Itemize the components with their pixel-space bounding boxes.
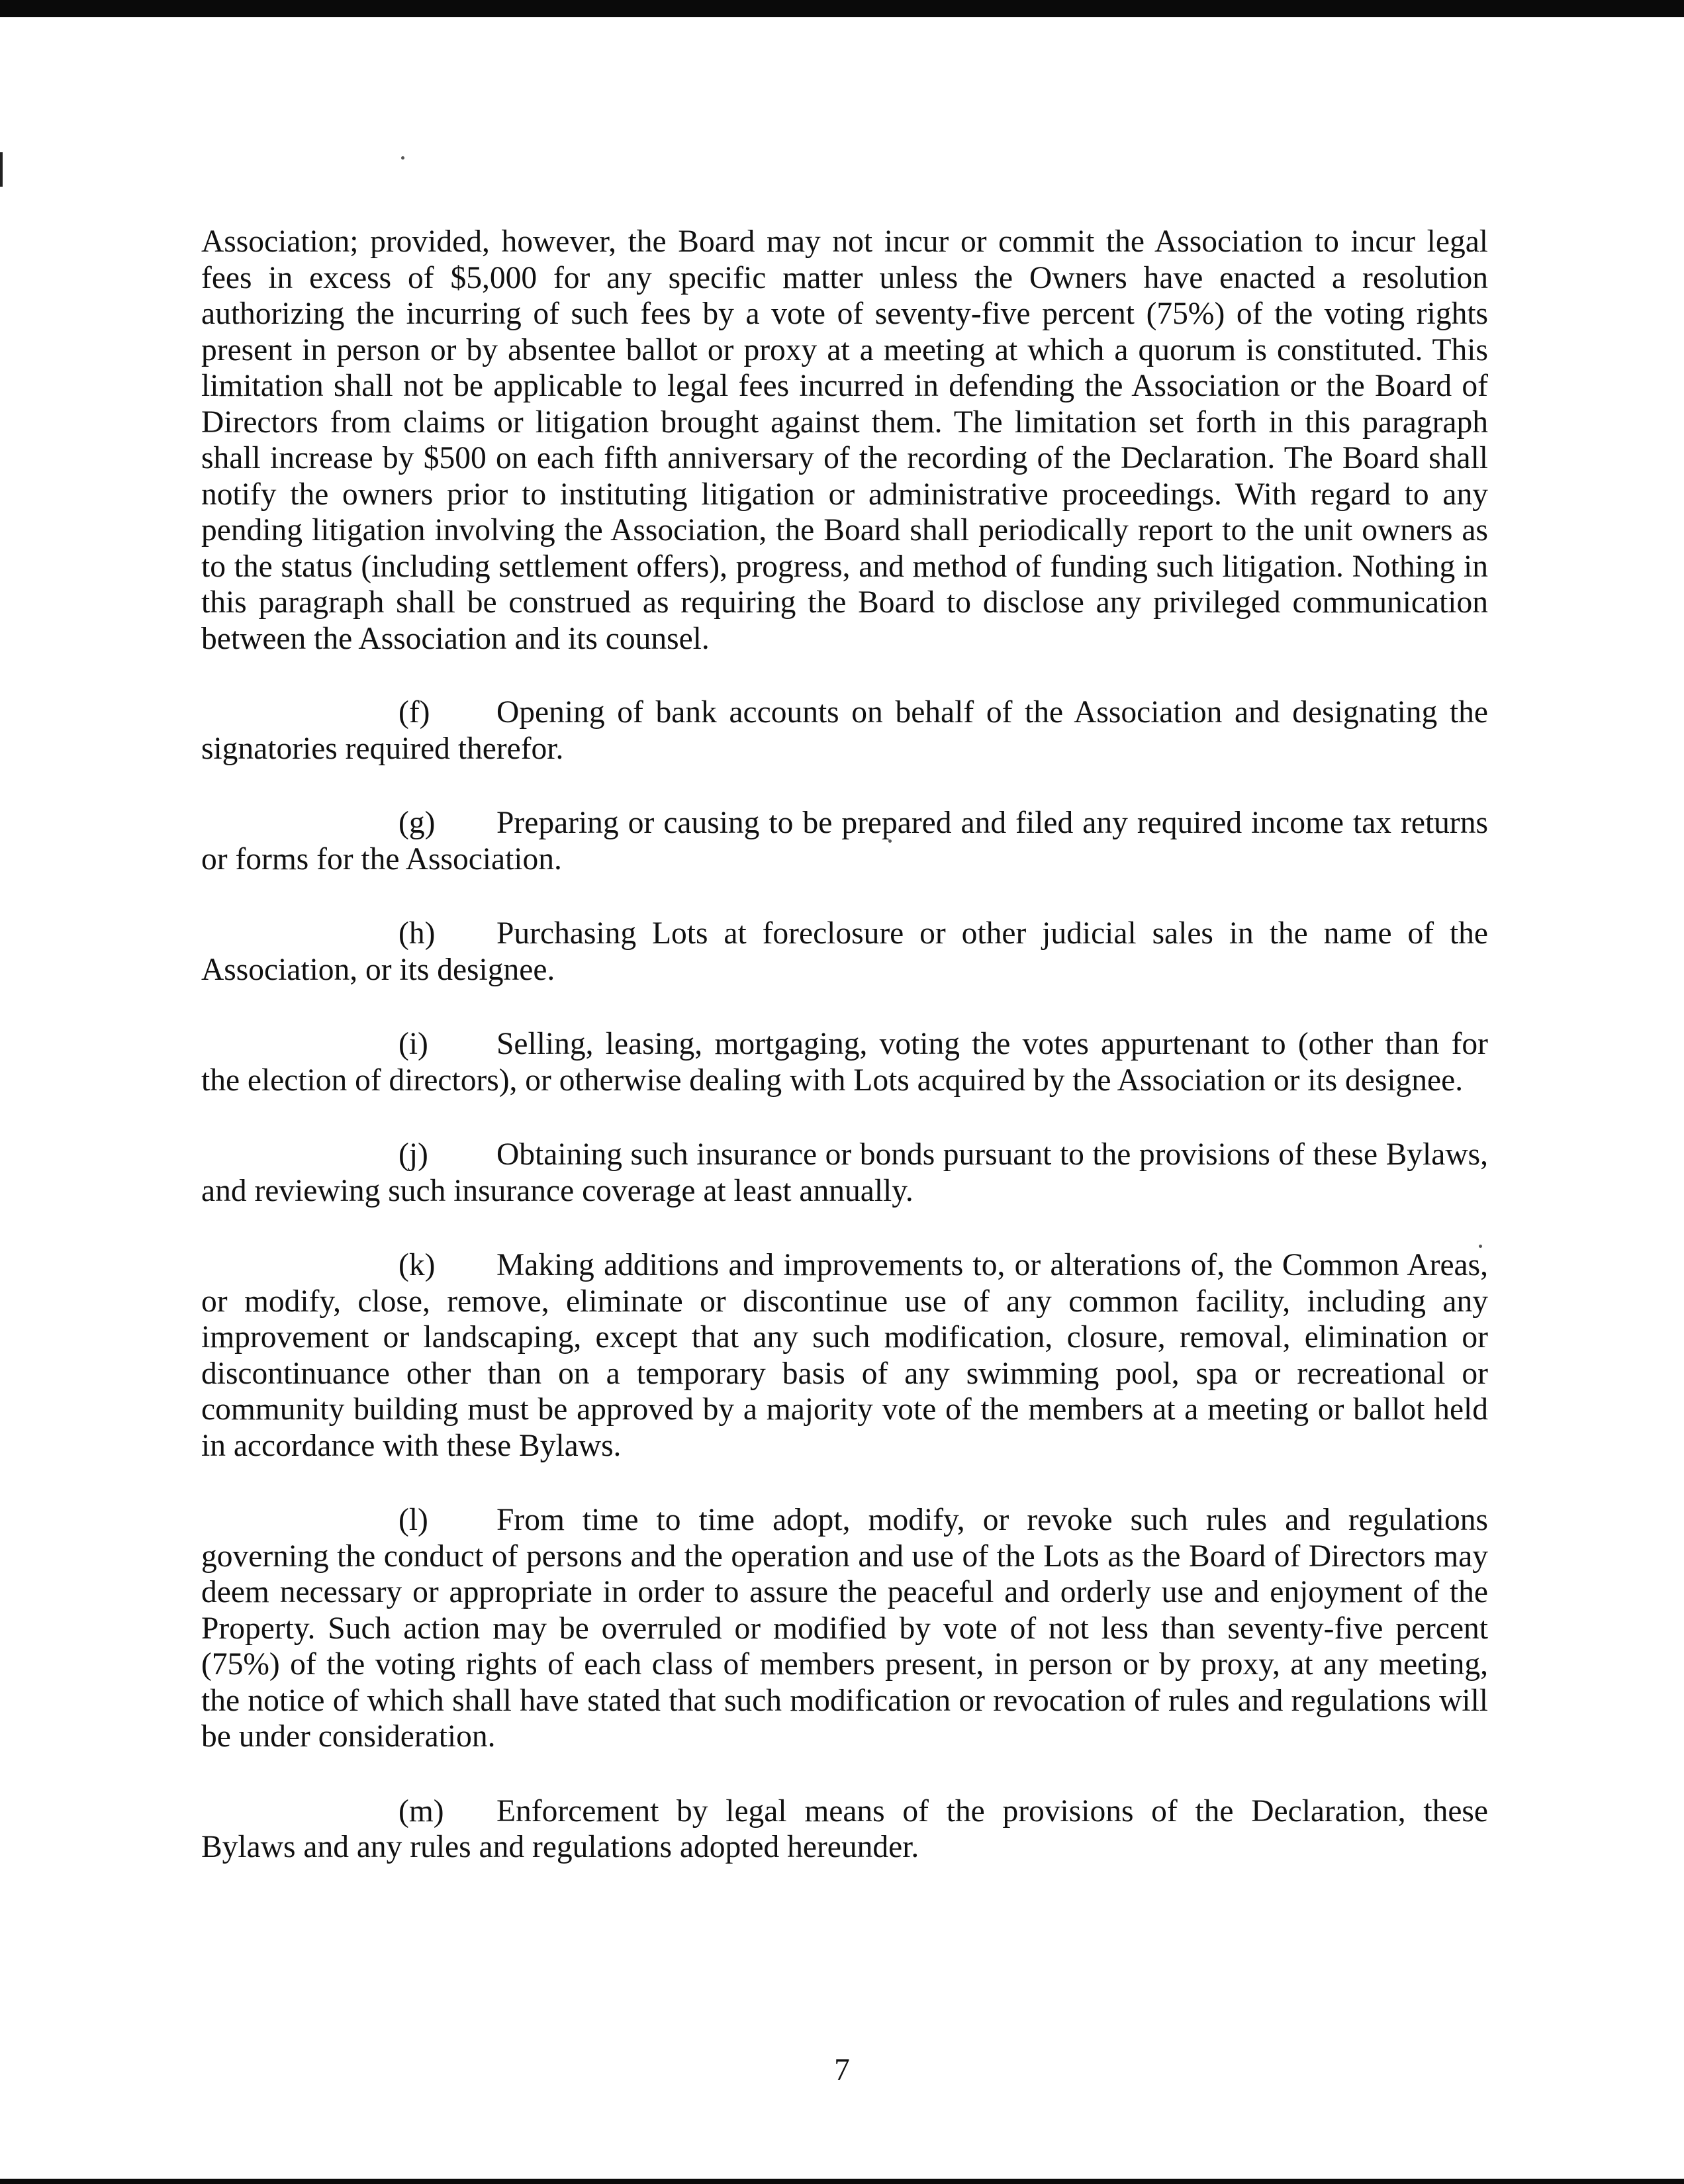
item-text: Selling, leasing, mortgaging, voting the votes appurtenant to (other than for the election of directors), or otherwise dealing with Lots acquired by the Association or its designee. xyxy=(201,1027,1488,1098)
list-item-g xyxy=(201,805,1488,877)
item-label: (f) xyxy=(398,695,430,730)
item-label: (i) xyxy=(398,1027,428,1061)
list-item-i xyxy=(201,1026,1488,1098)
page-number: 7 xyxy=(834,2053,850,2087)
document-body xyxy=(201,224,1488,1866)
scan-bottom-border xyxy=(0,2179,1684,2184)
item-label: (m) xyxy=(398,1793,444,1828)
item-text: From time to time adopt, modify, or revoke such rules and regulations governing the conduct of persons and the operation and use of the Lots as the Board of Directors may deem necessary or appropriate in order to assure the peaceful and orderly use and enjoyment of the Property. Such action may be overruled or modified by vote of not less than seventy-five percent (75%) of the voting rights of each class of members present, in person or by proxy, at any meeting, the notice of which shall have stated that such modification or revocation of rules and regulations will be under consideration. xyxy=(201,1503,1488,1754)
item-label: (g) xyxy=(398,806,436,840)
list-item-j xyxy=(201,1137,1488,1209)
item-text: Purchasing Lots at foreclosure or other judicial sales in the name of the Association, or its designee. xyxy=(201,916,1488,987)
item-text: Making additions and improvements to, or alterations of, the Common Areas, or modify, close, remove, eliminate or discontinue use of any common facility, including any improvement or landscaping, except that any such modification, closure, removal, elimination or discontinuance other than on a temporary basis of any swimming pool, spa or recreational or community building must be approved by a majority vote of the members at a meeting or ballot held in accordance with these Bylaws. xyxy=(201,1248,1488,1463)
list-item-h xyxy=(201,916,1488,988)
list-item-f xyxy=(201,694,1488,767)
list-item-m xyxy=(201,1793,1488,1866)
item-text: Obtaining such insurance or bonds pursuant to the provisions of these Bylaws, and reviewing such insurance coverage at least annually. xyxy=(201,1137,1488,1208)
item-text: Opening of bank accounts on behalf of the Association and designating the signatories required therefor. xyxy=(201,695,1488,766)
scan-speck xyxy=(401,156,404,160)
opening-paragraph: Association; provided, however, the Board may not incur or commit the Association to incur legal fees in excess of $5,000 for any specific matter unless the Owners have enacted a resolution authorizing the incurring of such fees by a vote of seventy-five percent (75%) of the voting rights present in person or by absentee ballot or proxy at a meeting at which a quorum is constituted. This limitation shall not be applicable to legal fees incurred in defending the Association or the Board of Directors from claims or litigation brought against them. The limitation set forth in this paragraph shall increase by $500 on each fifth anniversary of the recording of the Declaration. The Board shall notify the owners prior to instituting litigation or administrative proceedings. With regard to any pending litigation involving the Association, the Board shall periodically report to the unit owners as to the status (including settlement offers), progress, and method of funding such litigation. Nothing in this paragraph shall be construed as requiring the Board to disclose any privileged communication between the Association and its counsel. xyxy=(201,224,1488,656)
list-item-k xyxy=(201,1247,1488,1464)
item-text: Preparing or causing to be prepared and filed any required income tax returns or forms for the Association. xyxy=(201,806,1488,877)
scan-top-border xyxy=(0,0,1684,17)
scan-edge-mark xyxy=(0,152,3,187)
item-label: (k) xyxy=(398,1248,436,1282)
item-text: Enforcement by legal means of the provisions of the Declaration, these Bylaws and any rules and regulations adopted hereunder. xyxy=(201,1793,1488,1864)
list-item-l xyxy=(201,1502,1488,1755)
item-label: (h) xyxy=(398,916,436,951)
item-label: (j) xyxy=(398,1137,428,1172)
item-label: (l) xyxy=(398,1503,428,1537)
